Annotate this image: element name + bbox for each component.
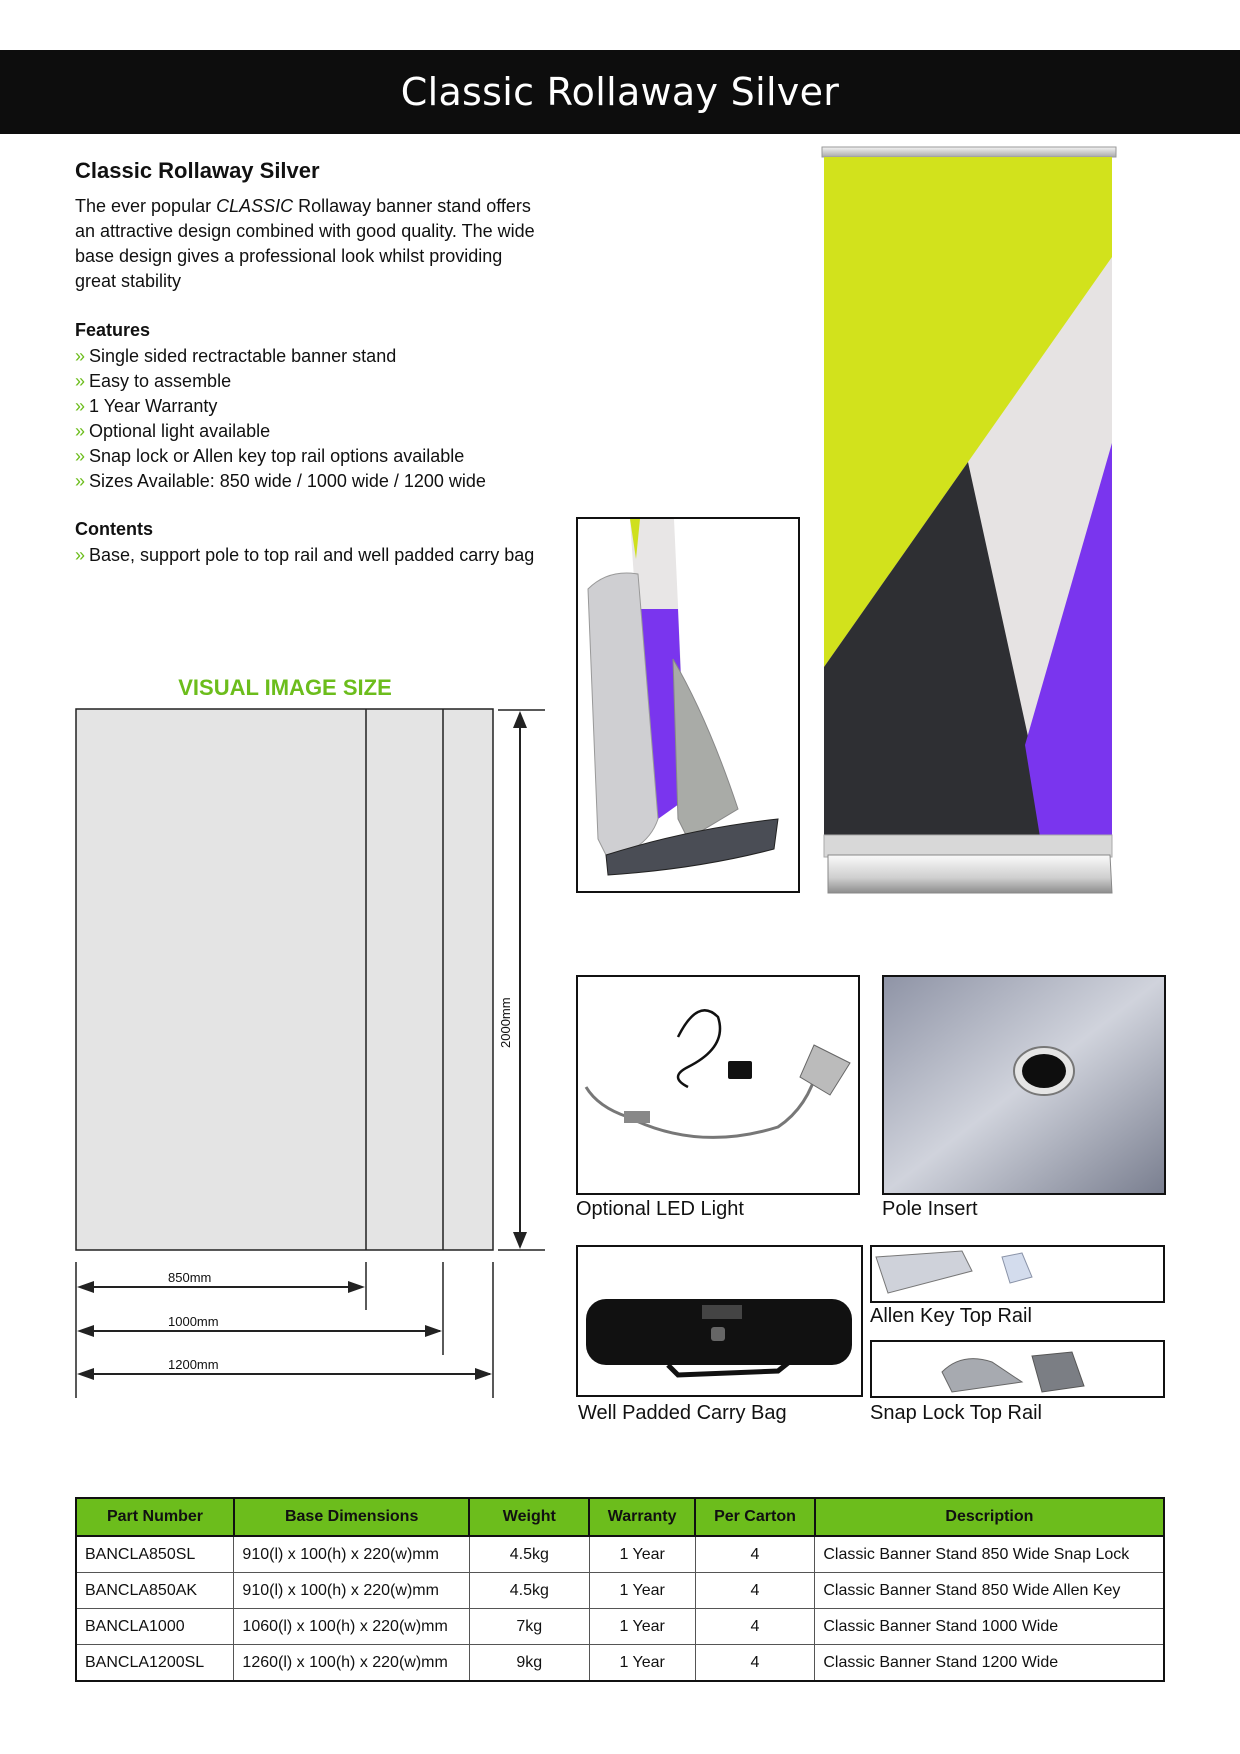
list-item [75,344,486,369]
arrow-left-icon [77,1368,94,1380]
page-title-bar [0,50,1240,134]
arrow-left-icon [77,1281,94,1293]
base-dimensions-cell: 910(l) x 100(h) x 220(w)mm [234,1536,470,1573]
list-item [75,543,534,568]
weight-cell: 4.5kg [469,1536,589,1573]
list-item [75,419,486,444]
chevron-bullet-icon: » [75,346,86,366]
part-number-cell: BANCLA850SL [76,1536,234,1573]
stand-base [828,855,1112,893]
carry-bag-graphic [578,1247,861,1395]
feature-text: Easy to assemble [89,371,232,391]
arrow-right-icon [475,1368,492,1380]
base-top [824,835,1112,857]
table-row [76,1536,1164,1573]
header-warranty: Warranty [589,1498,695,1536]
width-label-1200: 1200mm [168,1357,219,1372]
height-label: 2000mm [498,997,513,1048]
header-weight: Weight [469,1498,589,1536]
list-item [75,444,486,469]
header-base-dimensions: Base Dimensions [234,1498,470,1536]
snap-lock-caption: Snap Lock Top Rail [870,1402,1042,1424]
width-label-850: 850mm [168,1270,212,1285]
base-dimensions-cell: 1260(l) x 100(h) x 220(w)mm [234,1645,470,1682]
chevron-bullet-icon: » [75,471,86,491]
arrow-right-icon [425,1325,442,1337]
description-cell: Classic Banner Stand 1200 Wide [815,1645,1164,1682]
weight-cell: 4.5kg [469,1573,589,1609]
description-cell: Classic Banner Stand 850 Wide Snap Lock [815,1536,1164,1573]
carry-bag-caption: Well Padded Carry Bag [578,1402,787,1424]
snap-lock-rail-photo [870,1340,1165,1398]
arrow-right-icon [348,1281,365,1293]
snap-lock-end-icon [1032,1352,1084,1392]
product-heading: Classic Rollaway Silver [75,158,320,183]
clamp-icon [624,1111,650,1123]
carry-bag-photo [576,1245,863,1397]
warranty-cell: 1 Year [589,1645,695,1682]
features-heading: Features [75,320,151,340]
chevron-bullet-icon: » [75,446,86,466]
arrow-up-icon [513,711,527,728]
list-item [75,469,486,494]
table-row [76,1573,1164,1609]
pole-insert-caption: Pole Insert [882,1198,978,1220]
allen-key-rail-photo [870,1245,1165,1303]
header-part-number: Part Number [76,1498,234,1536]
base-dimensions-cell: 910(l) x 100(h) x 220(w)mm [234,1573,470,1609]
base-dimensions-cell: 1060(l) x 100(h) x 220(w)mm [234,1609,470,1645]
warranty-cell: 1 Year [589,1536,695,1573]
feature-text: Optional light available [89,421,271,441]
per-carton-cell: 4 [695,1573,815,1609]
header-per-carton: Per Carton [695,1498,815,1536]
led-head-icon [800,1045,850,1095]
table-row [76,1609,1164,1645]
weight-cell: 7kg [469,1609,589,1645]
part-number-cell: BANCLA1200SL [76,1645,234,1682]
chevron-bullet-icon: » [75,545,86,565]
features-list [75,344,486,494]
chevron-bullet-icon: » [75,371,86,391]
contents-heading: Contents [75,519,153,539]
power-cable [678,1010,720,1087]
description-cell: Classic Banner Stand 850 Wide Allen Key [815,1573,1164,1609]
gooseneck-arm [586,1067,818,1137]
width-label-1000: 1000mm [168,1314,219,1329]
snap-lock-profile-icon [942,1359,1022,1392]
header-description: Description [815,1498,1164,1536]
allen-key-rail-graphic [872,1247,1163,1301]
intro-emphasis: CLASSIC [216,196,294,216]
per-carton-cell: 4 [695,1536,815,1573]
weight-cell: 9kg [469,1645,589,1682]
end-cap-icon [1002,1253,1032,1283]
top-rail [822,147,1116,157]
warranty-cell: 1 Year [589,1609,695,1645]
list-item [75,394,486,419]
chevron-bullet-icon: » [75,396,86,416]
base-closeup-graphic [578,519,798,891]
led-light-graphic [578,977,858,1193]
rail-profile-icon [876,1251,972,1293]
intro-text-start: The ever popular [75,196,217,216]
visual-size-heading: VISUAL IMAGE SIZE [178,675,392,700]
pole-insert-graphic [884,977,1164,1193]
list-item [75,369,486,394]
power-adapter-icon [728,1061,752,1079]
feature-text: 1 Year Warranty [89,396,218,416]
snap-lock-rail-graphic [872,1342,1163,1396]
arrow-down-icon [513,1232,527,1249]
led-light-caption: Optional LED Light [576,1198,744,1220]
part-number-cell: BANCLA850AK [76,1573,234,1609]
pole-socket-icon [1022,1054,1066,1088]
led-light-photo [576,975,860,1195]
bag-label-icon [702,1305,742,1319]
pole-insert-photo [882,975,1166,1195]
allen-key-caption: Allen Key Top Rail [870,1305,1032,1327]
table-header-row [76,1498,1164,1536]
feature-text: Single sided rectractable banner stand [89,346,397,366]
banner-stand-photo [820,145,1120,897]
page-title: Classic Rollaway Silver [400,70,840,114]
bag-handle-icon [711,1327,725,1341]
contents-text: Base, support pole to top rail and well padded carry bag [89,545,535,565]
description-cell: Classic Banner Stand 1000 Wide [815,1609,1164,1645]
specification-table [75,1497,1165,1682]
feature-text: Sizes Available: 850 wide / 1000 wide / 1200 wide [89,471,486,491]
per-carton-cell: 4 [695,1645,815,1682]
arrow-left-icon [77,1325,94,1337]
table-row [76,1645,1164,1682]
visual-size-diagram [0,690,560,1410]
visual-panel-area [76,709,493,1250]
intro-text-end: Rollaway banner stand offers an attractive design combined with good quality. The wide base design gives a professional look whilst providing great stability [75,196,535,291]
base-closeup-photo [576,517,800,893]
product-intro [75,194,535,294]
feature-text: Snap lock or Allen key top rail options available [89,446,465,466]
chevron-bullet-icon: » [75,421,86,441]
contents-list [75,543,534,568]
warranty-cell: 1 Year [589,1573,695,1609]
per-carton-cell: 4 [695,1609,815,1645]
part-number-cell: BANCLA1000 [76,1609,234,1645]
